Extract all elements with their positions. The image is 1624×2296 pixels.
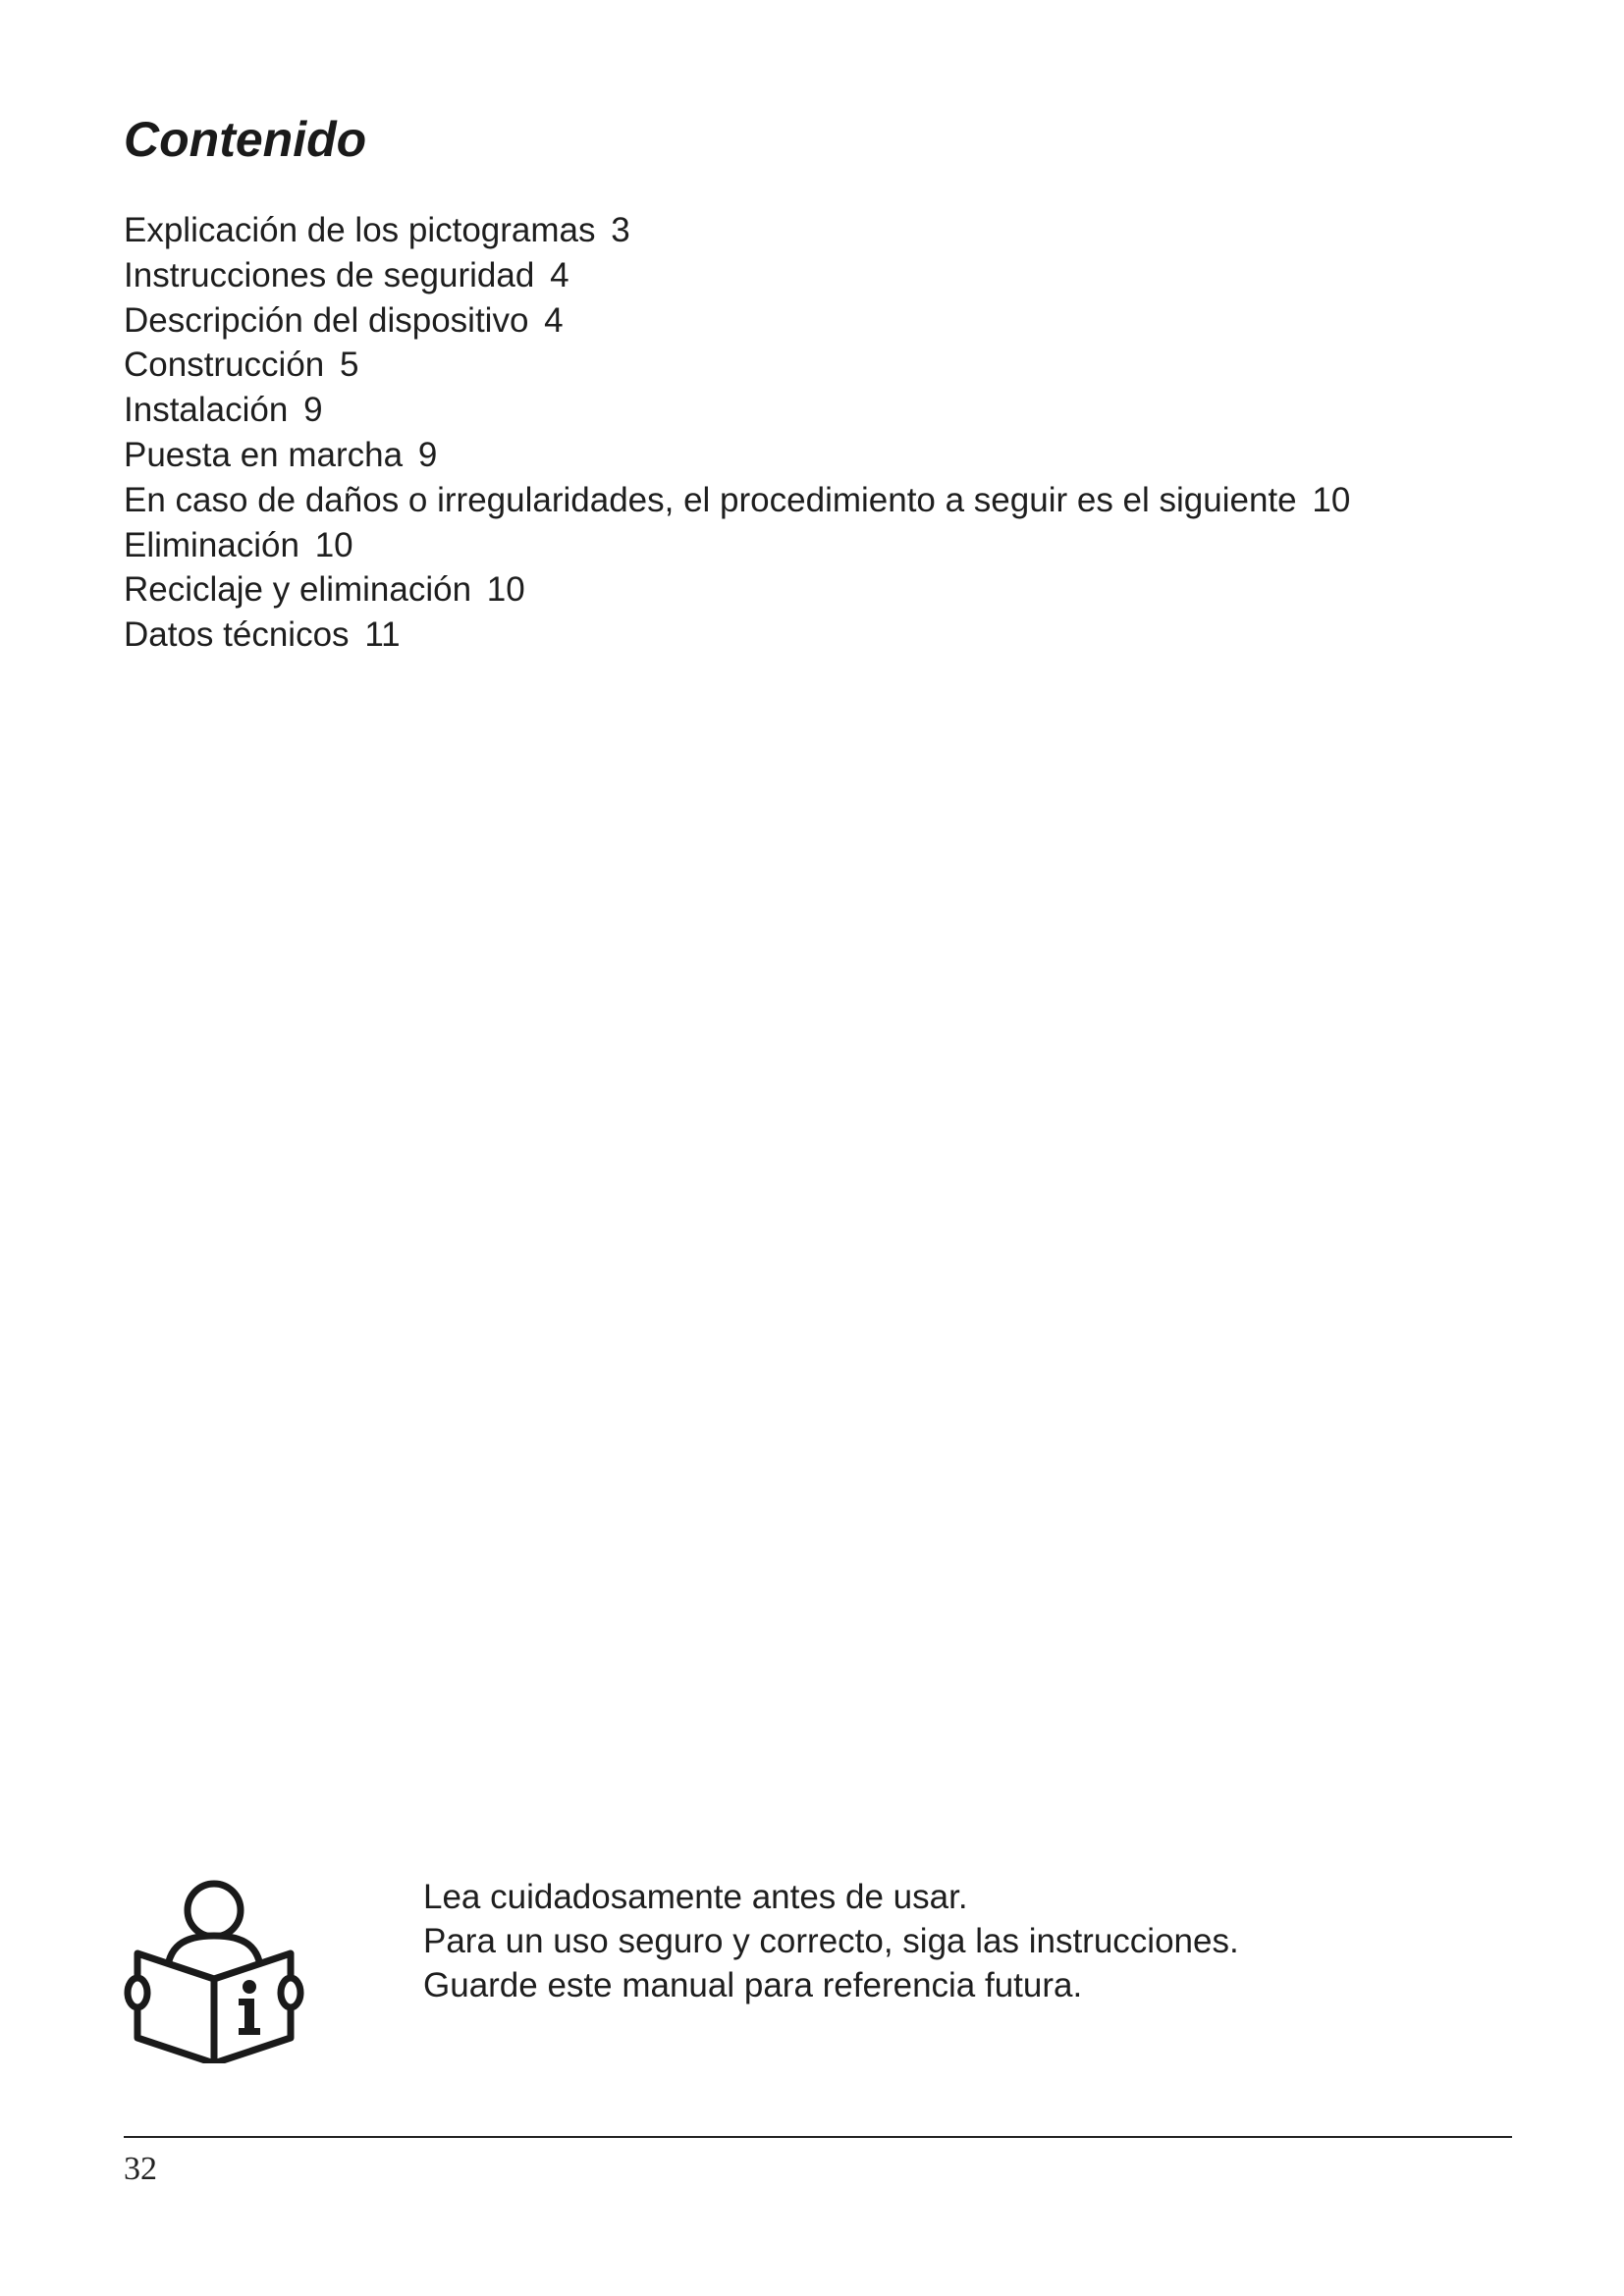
toc-entry[interactable] [124,298,1350,344]
toc-entry-label: Descripción del dispositivo [124,300,529,340]
toc-entry-label: Reciclaje y eliminación [124,570,472,610]
notice-text [423,1875,1239,2007]
toc-entry[interactable] [124,253,1350,298]
toc-entry-label: Instalación [124,391,289,430]
toc-entry-label: Instrucciones de seguridad [124,255,535,294]
toc-entry[interactable] [124,523,1350,568]
toc-entry-label: Datos técnicos [124,615,350,655]
toc-entry-page: 4 [544,300,564,340]
toc-entry-label: Construcción [124,346,325,385]
toc-entry[interactable] [124,208,1350,253]
toc-entry-page: 9 [417,435,438,474]
page-number: 32 [124,2151,157,2187]
toc-entry[interactable] [124,478,1350,523]
toc-entry[interactable] [124,567,1350,613]
toc-entry-label: Eliminación [124,525,299,564]
toc-entry-page: 4 [550,255,569,294]
toc-entry-page: 3 [611,211,630,249]
read-manual-notice [124,1875,1518,2071]
toc-entry[interactable] [124,433,1350,478]
read-manual-icon [124,1875,304,2063]
notice-line: Para un uso seguro y correcto, siga las instrucciones. [423,1922,1239,1960]
toc-entry-page: 10 [314,525,353,564]
toc-entry-page: 5 [340,346,359,385]
toc-entry[interactable] [124,613,1350,658]
toc-entry[interactable] [124,388,1350,433]
toc-entry-label: Explicación de los pictogramas [124,211,596,249]
toc-entry[interactable] [124,343,1350,388]
footer-divider [124,2136,1512,2138]
toc-entry-page: 10 [1312,480,1351,519]
notice-line: Guarde este manual para referencia futura. [423,1966,1083,2004]
notice-line: Lea cuidadosamente antes de usar. [423,1878,968,1916]
toc-entry-page: 9 [303,391,323,430]
toc-entry-label: Puesta en marcha [124,435,404,474]
toc-entry-label: En caso de daños o irregularidades, el procedimiento a seguir es el siguiente [124,480,1297,519]
page-title: Contenido [124,112,367,167]
table-of-contents [124,208,1350,658]
toc-entry-page: 10 [486,570,525,610]
toc-entry-page: 11 [364,615,401,655]
